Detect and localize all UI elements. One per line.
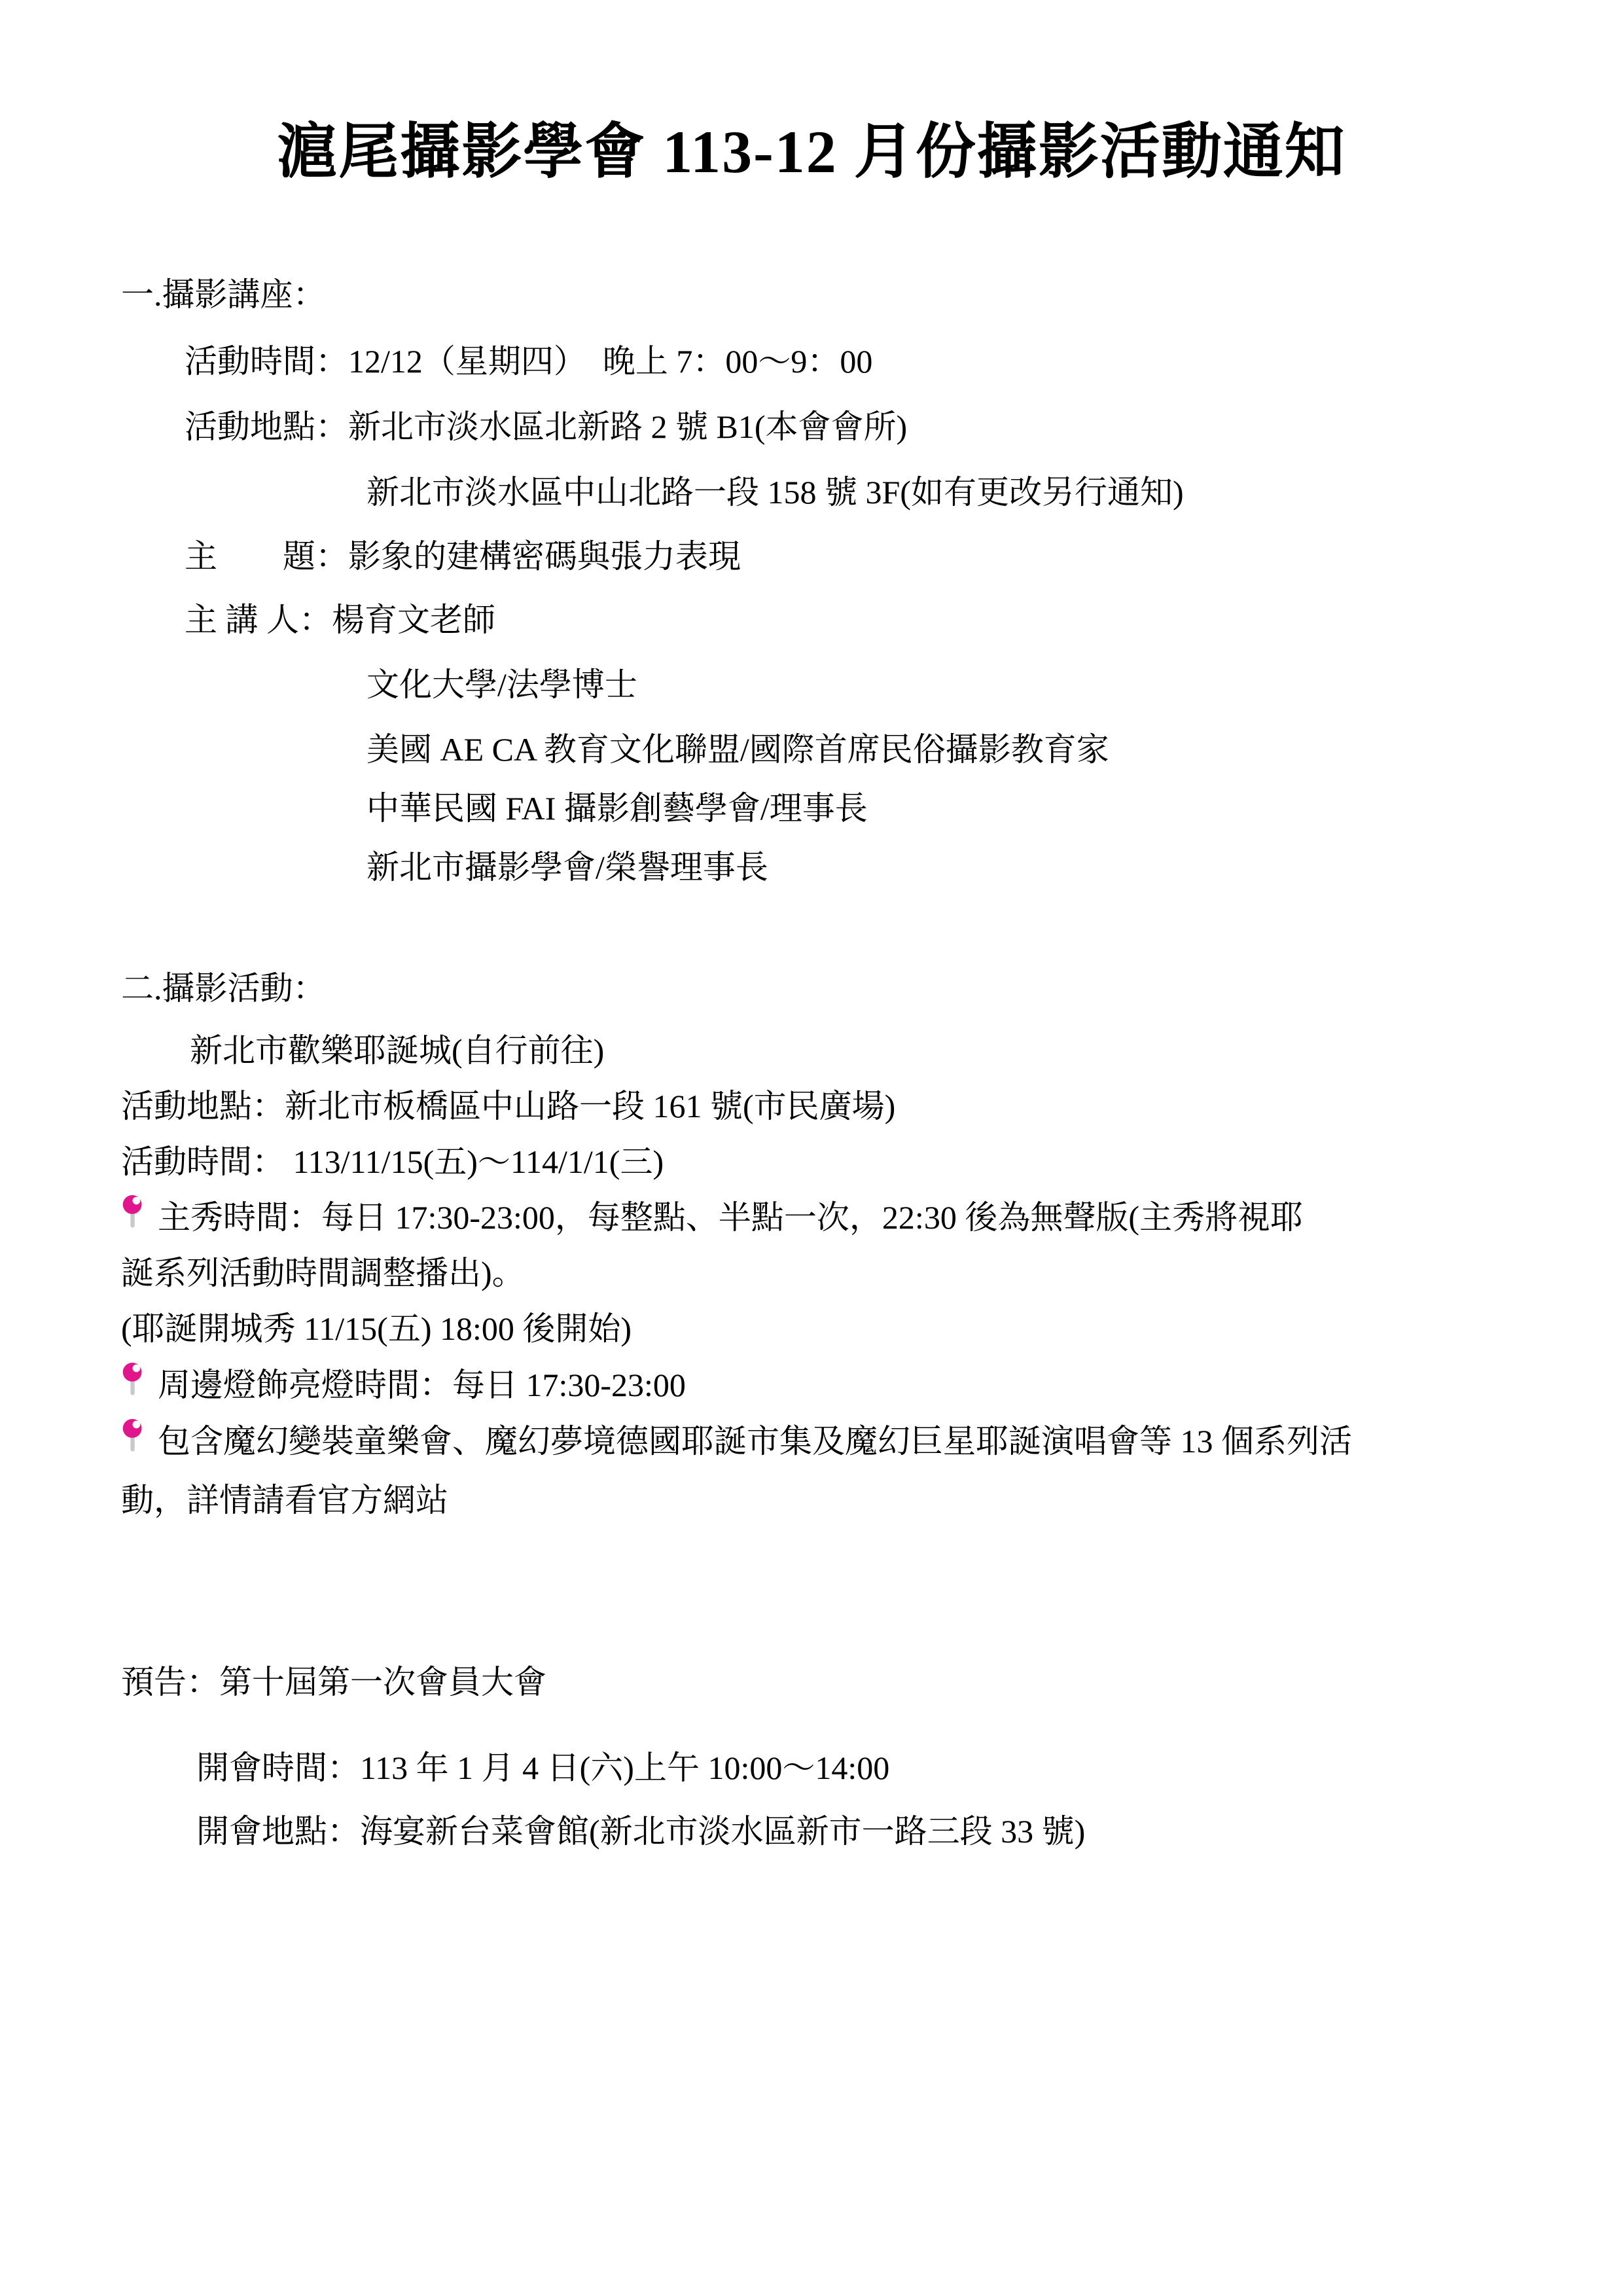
main-show-line-2: 誕系列活動時間調整播出)。 bbox=[121, 1255, 525, 1291]
series-events-line-1 bbox=[121, 1422, 1352, 1461]
lecture-place-line-1: 活動地點：新北市淡水區北新路 2 號 B1(本會會所) bbox=[185, 408, 908, 445]
opening-show-line: (耶誕開城秀 11/15(五) 18:00 後開始) bbox=[121, 1310, 632, 1347]
lights-time-text: 周邊燈飾亮燈時間：每日 17:30-23:00 bbox=[158, 1367, 686, 1403]
pushpin-icon bbox=[121, 1418, 145, 1456]
main-show-line-1 bbox=[121, 1198, 1303, 1237]
pushpin-icon bbox=[121, 1361, 145, 1399]
speaker-credential-line: 美國 AE CA 教育文化聯盟/國際首席民俗攝影教育家 bbox=[366, 731, 1109, 768]
meeting-place-line: 開會地點：海宴新台菜會館(新北市淡水區新市一路三段 33 號) bbox=[196, 1813, 1086, 1850]
speaker-credential-line: 文化大學/法學博士 bbox=[366, 666, 637, 703]
section2-heading: 二.攝影活動： bbox=[121, 970, 326, 1007]
lights-time-line bbox=[121, 1365, 686, 1405]
announcement-heading: 預告：第十屆第一次會員大會 bbox=[121, 1664, 546, 1700]
lecture-topic-line: 主 題：影象的建構密碼與張力表現 bbox=[185, 538, 741, 575]
series-events-line-2: 動，詳情請看官方網站 bbox=[121, 1482, 448, 1518]
activity-place-line: 活動地點：新北市板橋區中山路一段 161 號(市民廣場) bbox=[121, 1088, 896, 1124]
lecture-speaker-line: 主 講 人：楊育文老師 bbox=[185, 601, 495, 638]
pushpin-icon bbox=[121, 1194, 145, 1232]
main-show-text: 主秀時間：每日 17:30-23:00，每整點、半點一次，22:30 後為無聲版(主秀將視耶 bbox=[158, 1199, 1303, 1236]
lecture-place-line-2: 新北市淡水區中山北路一段 158 號 3F(如有更改另行通知) bbox=[366, 474, 1184, 511]
section1-heading: 一.攝影講座： bbox=[121, 276, 326, 313]
document-title: 滬尾攝影學會 113-12 月份攝影活動通知 bbox=[277, 118, 1346, 185]
activity-event-line: 新北市歡樂耶誕城(自行前往) bbox=[190, 1032, 605, 1069]
series-events-text: 包含魔幻變裝童樂會、魔幻夢境德國耶誕市集及魔幻巨星耶誕演唱會等 13 個系列活 bbox=[158, 1423, 1352, 1460]
lecture-time-line: 活動時間：12/12（星期四） 晚上 7：00～9：00 bbox=[185, 343, 873, 380]
meeting-time-line: 開會時間：113 年 1 月 4 日(六)上午 10:00～14:00 bbox=[196, 1749, 890, 1786]
speaker-credential-line: 新北市攝影學會/榮譽理事長 bbox=[366, 849, 768, 886]
activity-time-line: 活動時間： 113/11/15(五)～114/1/1(三) bbox=[121, 1143, 664, 1180]
speaker-credential-line: 中華民國 FAI 攝影創藝學會/理事長 bbox=[366, 790, 868, 827]
